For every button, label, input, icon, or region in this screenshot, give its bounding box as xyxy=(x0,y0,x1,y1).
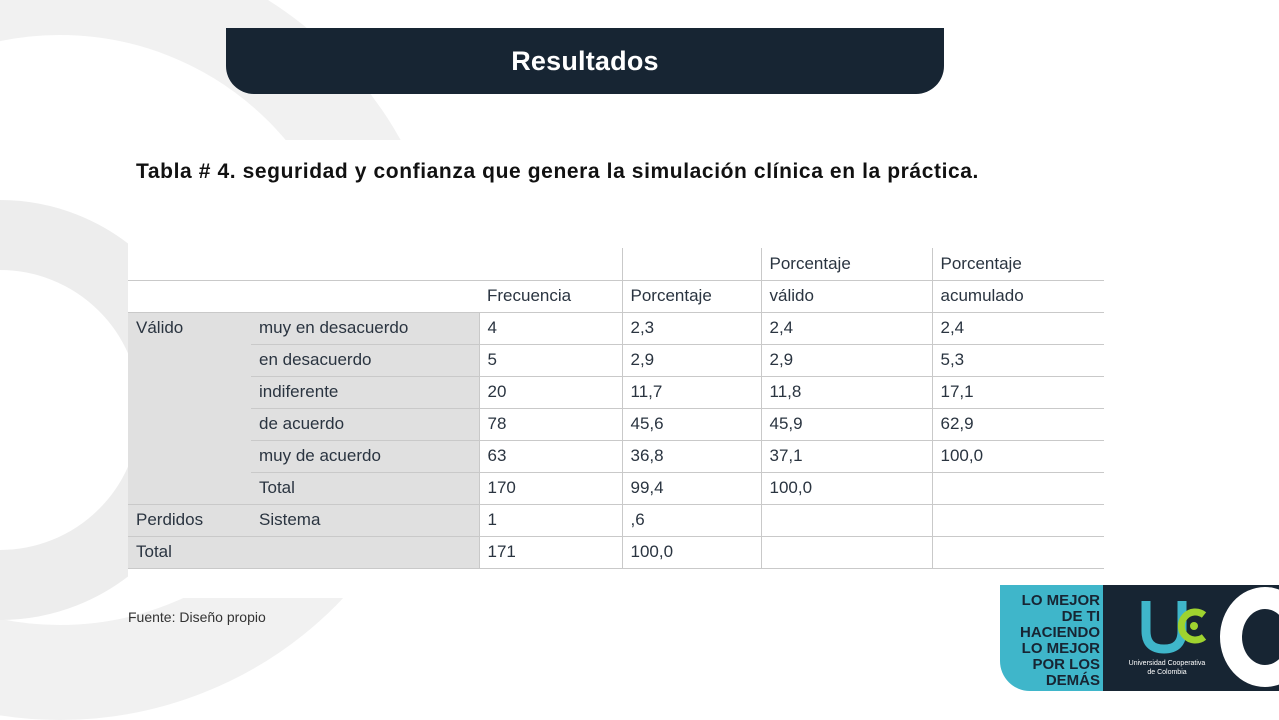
cell-porcentaje-acumulado xyxy=(932,536,1104,568)
table-caption: Tabla # 4. seguridad y confianza que genera la simulación clínica en la práctica. xyxy=(136,160,979,183)
category-label: muy de acuerdo xyxy=(251,440,479,472)
header-cell: Porcentaje xyxy=(932,248,1104,280)
cell-porcentaje-acumulado: 17,1 xyxy=(932,376,1104,408)
cell-porcentaje: 99,4 xyxy=(622,472,761,504)
category-label: Sistema xyxy=(251,504,479,536)
header-cell: válido xyxy=(761,280,932,312)
cell-porcentaje-acumulado: 2,4 xyxy=(932,312,1104,344)
header-cell: acumulado xyxy=(932,280,1104,312)
header-cell xyxy=(128,248,251,280)
header-cell xyxy=(622,248,761,280)
group-label: Válido xyxy=(128,312,251,344)
table-panel xyxy=(128,140,1104,598)
logo-university-name: Universidad Cooperativa de Colombia xyxy=(1128,660,1206,676)
cell-porcentaje: 100,0 xyxy=(622,536,761,568)
cell-porcentaje-acumulado xyxy=(932,504,1104,536)
uc-mark-icon xyxy=(1140,597,1210,657)
group-label xyxy=(128,472,251,504)
group-label xyxy=(128,344,251,376)
table-row xyxy=(128,440,1104,472)
table-row xyxy=(128,536,1104,568)
cell-porcentaje-acumulado: 5,3 xyxy=(932,344,1104,376)
cell-porcentaje-valido xyxy=(761,504,932,536)
group-label xyxy=(128,376,251,408)
cell-porcentaje: 2,9 xyxy=(622,344,761,376)
category-label xyxy=(251,536,479,568)
table-row xyxy=(128,408,1104,440)
table-row xyxy=(128,472,1104,504)
category-label: Total xyxy=(251,472,479,504)
source-note: Fuente: Diseño propio xyxy=(128,609,266,625)
group-label xyxy=(128,408,251,440)
title-banner xyxy=(226,28,944,94)
university-logo xyxy=(1000,585,1279,720)
cell-porcentaje-valido xyxy=(761,536,932,568)
table-row xyxy=(128,376,1104,408)
header-cell xyxy=(128,280,251,312)
cell-frecuencia: 78 xyxy=(479,408,622,440)
cell-frecuencia: 171 xyxy=(479,536,622,568)
table-header-row xyxy=(128,248,1104,280)
category-label: en desacuerdo xyxy=(251,344,479,376)
cell-porcentaje-acumulado: 100,0 xyxy=(932,440,1104,472)
cell-porcentaje: ,6 xyxy=(622,504,761,536)
header-cell xyxy=(251,280,479,312)
group-label: Perdidos xyxy=(128,504,251,536)
cell-frecuencia: 4 xyxy=(479,312,622,344)
logo-slogan: LO MEJOR DE TI HACIENDO LO MEJOR POR LOS DEMÁS xyxy=(1020,592,1101,689)
cell-porcentaje-valido: 37,1 xyxy=(761,440,932,472)
cell-frecuencia: 63 xyxy=(479,440,622,472)
category-label: indiferente xyxy=(251,376,479,408)
cell-frecuencia: 5 xyxy=(479,344,622,376)
group-label xyxy=(128,440,251,472)
header-cell xyxy=(251,248,479,280)
cell-porcentaje: 11,7 xyxy=(622,376,761,408)
table-row xyxy=(128,504,1104,536)
cell-porcentaje-valido: 2,9 xyxy=(761,344,932,376)
cell-porcentaje-acumulado: 62,9 xyxy=(932,408,1104,440)
cell-porcentaje-valido: 100,0 xyxy=(761,472,932,504)
slide-title: Resultados xyxy=(511,45,659,76)
cell-frecuencia: 1 xyxy=(479,504,622,536)
cell-frecuencia: 20 xyxy=(479,376,622,408)
table-header-row xyxy=(128,280,1104,312)
header-cell: Frecuencia xyxy=(479,280,622,312)
header-cell xyxy=(479,248,622,280)
header-cell: Porcentaje xyxy=(622,280,761,312)
table-row xyxy=(128,312,1104,344)
group-label: Total xyxy=(128,536,251,568)
category-label: de acuerdo xyxy=(251,408,479,440)
header-cell: Porcentaje xyxy=(761,248,932,280)
frequency-table xyxy=(128,248,1104,569)
cell-porcentaje-valido: 2,4 xyxy=(761,312,932,344)
cell-porcentaje: 45,6 xyxy=(622,408,761,440)
category-label: muy en desacuerdo xyxy=(251,312,479,344)
cell-porcentaje: 36,8 xyxy=(622,440,761,472)
table-row xyxy=(128,344,1104,376)
cell-porcentaje-acumulado xyxy=(932,472,1104,504)
cell-porcentaje-valido: 45,9 xyxy=(761,408,932,440)
cell-porcentaje: 2,3 xyxy=(622,312,761,344)
cell-porcentaje-valido: 11,8 xyxy=(761,376,932,408)
cell-frecuencia: 170 xyxy=(479,472,622,504)
